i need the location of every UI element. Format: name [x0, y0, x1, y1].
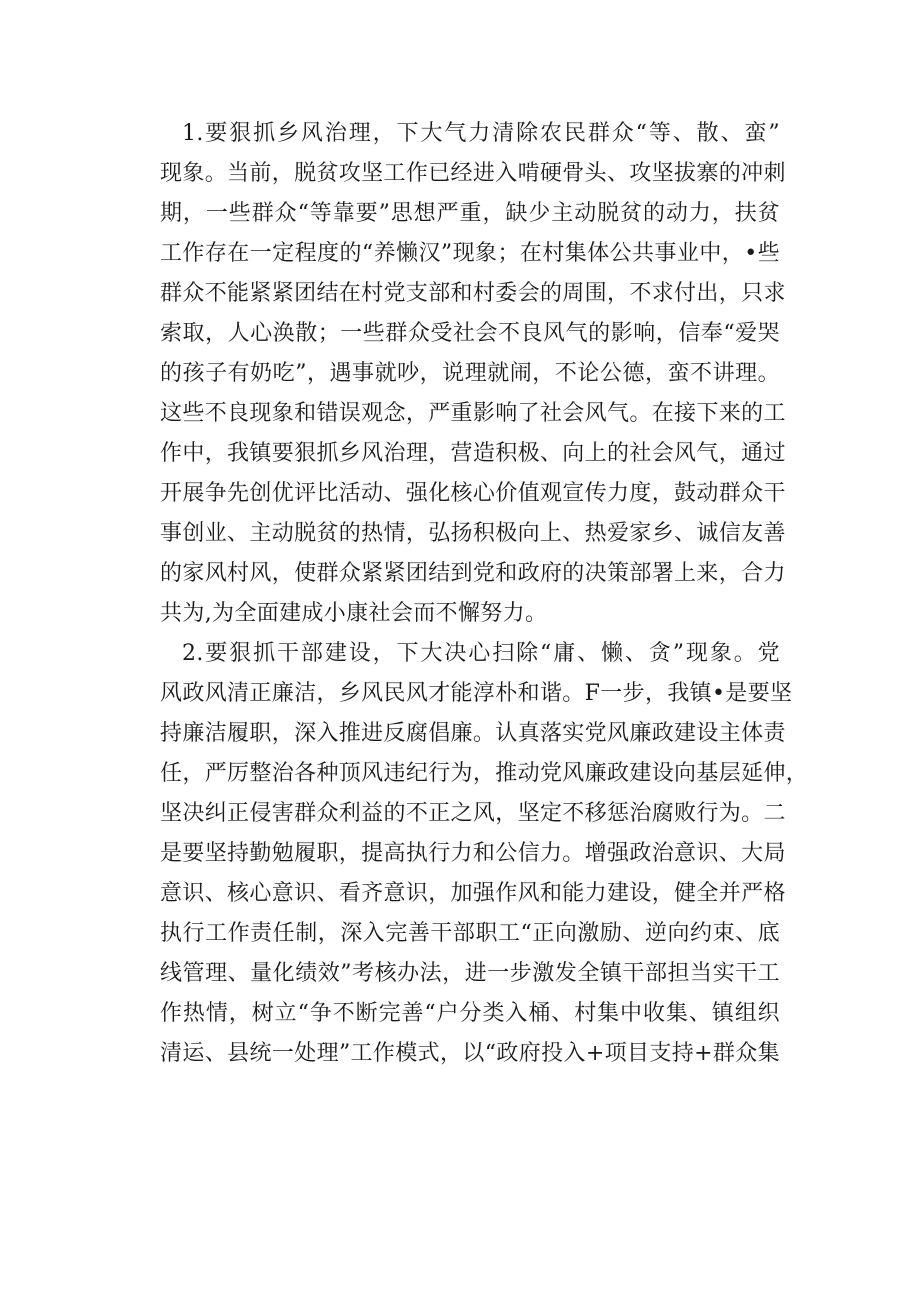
paragraph-line: 群众不能紧紧团结在村党支部和村委会的周围，不求付出，只求 [160, 281, 786, 306]
document-page [160, 114, 809, 1074]
paragraph-line: 作热情，树立“争不断完善“户分类入桶、村集中收集、镇组织 [160, 1001, 780, 1026]
paragraph-line: 线管理、量化绩效”考核办法，进一步激发全镇干部担当实干工 [160, 961, 780, 986]
paragraph-line: 事创业、主动脱贫的热情，弘扬积极向上、热爱家乡、诚信友善 [160, 521, 786, 546]
paragraph-line: 现象。当前，脱贫攻坚工作已经进入啃硬骨头、攻坚拔寨的冲刺 [160, 161, 786, 186]
paragraph-line: 作中，我镇要狠抓乡风治理，营造积极、向上的社会风气，通过 [160, 441, 786, 466]
paragraph-line: 1.要狠抓乡风治理，下大气力清除农民群众“等、散、蛮” [182, 121, 780, 146]
paragraph-line: 索取，人心涣散；一些群众受社会不良风气的影响，信奉“爱哭 [160, 321, 780, 346]
paragraph-2 [160, 634, 809, 1074]
paragraph-line: 的孩子有奶吃”，遇事就吵，说理就闹，不论公德，蛮不讲理。 [160, 361, 780, 386]
paragraph-line: 2.要狠抓干部建设，下大决心扫除“庸、懒、贪”现象。党 [182, 641, 780, 666]
paragraph-line: 意识、核心意识、看齐意识，加强作风和能力建设，健全并严格 [160, 881, 786, 906]
paragraph-line: 工作存在一定程度的“养懒汉”现象；在村集体公共事业中，•些 [160, 241, 780, 266]
paragraph-line: 是要坚持勤勉履职，提高执行力和公信力。增强政治意识、大局 [160, 841, 786, 866]
paragraph-line: 这些不良现象和错误观念，严重影响了社会风气。在接下来的工 [160, 401, 786, 426]
paragraph-line: 的家风村风，使群众紧紧团结到党和政府的决策部署上来，合力 [160, 561, 786, 586]
paragraph-line: 执行工作责任制，深入完善干部职工“正向激励、逆向约束、底 [160, 921, 780, 946]
paragraph-line: 期，一些群众“等靠要”思想严重，缺少主动脱贫的动力，扶贫 [160, 201, 780, 226]
paragraph-line: 坚决纠正侵害群众利益的不正之风，坚定不移惩治腐败行为。二 [160, 801, 786, 826]
paragraph-line: 开展争先创优评比活动、强化核心价值观宣传力度，鼓动群众干 [160, 481, 786, 506]
paragraph-line: 任，严厉整治各种顶风违纪行为，推动党风廉政建设向基层延伸， [160, 761, 809, 786]
paragraph-line: 清运、县统一处理”工作模式，以“政府投入+项目支持+群众集 [160, 1041, 780, 1066]
paragraph-line: 持廉洁履职，深入推进反腐倡廉。认真落实党风廉政建设主体责 [160, 721, 786, 746]
paragraph-1 [160, 114, 786, 634]
paragraph-line: 风政风清正廉洁，乡风民风才能淳朴和谐。F一步，我镇•是要坚 [160, 681, 793, 706]
paragraph-line: 共为,为全面建成小康社会而不懈努力。 [160, 601, 548, 626]
